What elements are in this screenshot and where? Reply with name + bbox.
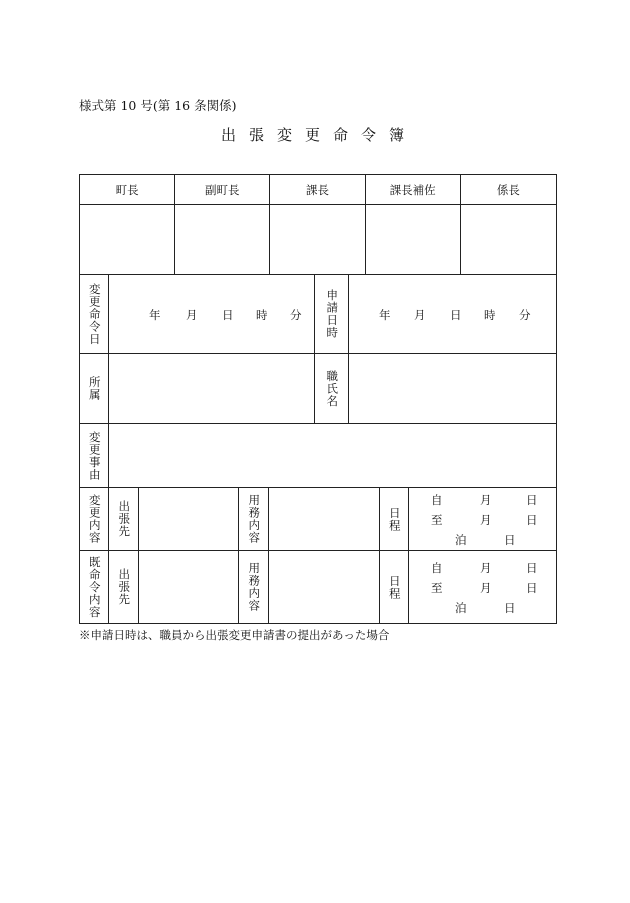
stamp-box-deputy-mayor[interactable] (175, 205, 270, 274)
month-unit: 月 (414, 308, 426, 322)
year-unit: 年 (379, 308, 391, 322)
footnote: ※申請日時は、職員から出張変更申請書の提出があった場合 (79, 628, 390, 642)
from-label: 自 (431, 561, 443, 575)
stamp-box-subsection-chief[interactable] (461, 205, 556, 274)
affiliation-field[interactable] (108, 353, 315, 424)
change-content-label: 変更内容 (87, 494, 102, 544)
change-destination-label-cell (108, 487, 139, 551)
day-unit: 日 (526, 493, 538, 507)
change-schedule-label-cell (379, 487, 409, 551)
days-unit: 日 (504, 601, 516, 615)
change-schedule-field[interactable] (408, 487, 557, 551)
existing-schedule-field[interactable] (408, 550, 557, 624)
change-order-date-field[interactable] (108, 274, 315, 354)
minute-unit: 分 (519, 308, 531, 322)
stamp-box-assistant-chief[interactable] (366, 205, 461, 274)
approval-header-assistant-chief: 課長補佐 (366, 175, 461, 205)
existing-business-label: 用務内容 (247, 562, 262, 612)
change-order-date-label-cell (79, 274, 109, 354)
change-schedule-label: 日程 (387, 506, 402, 532)
approval-header-subsection-chief: 係長 (461, 175, 556, 205)
day-unit: 日 (526, 513, 538, 527)
existing-destination-field[interactable] (138, 550, 239, 624)
position-name-label-cell (314, 353, 349, 424)
change-content-label-cell (79, 487, 109, 551)
month-unit: 月 (480, 493, 492, 507)
day-unit: 日 (222, 308, 234, 322)
affiliation-label-cell (79, 353, 109, 424)
existing-content-label: 既命令内容 (87, 555, 102, 619)
form-number-label: 様式第 10 号(第 16 条関係) (79, 98, 237, 113)
to-label: 至 (431, 513, 443, 527)
change-business-field[interactable] (268, 487, 380, 551)
month-unit: 月 (186, 308, 198, 322)
approval-header-deputy-mayor: 副町長 (175, 175, 270, 205)
nights-unit: 泊 (455, 533, 467, 547)
days-unit: 日 (504, 533, 516, 547)
month-unit: 月 (480, 581, 492, 595)
stamp-box-mayor[interactable] (80, 205, 175, 274)
change-reason-label-cell (79, 423, 109, 488)
stamp-box-section-chief[interactable] (270, 205, 365, 274)
existing-business-label-cell (238, 550, 269, 624)
change-destination-label: 出張先 (117, 500, 132, 538)
day-unit: 日 (450, 308, 462, 322)
document-title: 出張変更命令簿 (220, 126, 417, 144)
minute-unit: 分 (290, 308, 302, 322)
change-reason-label: 変更事由 (87, 430, 102, 481)
existing-destination-label: 出張先 (117, 568, 132, 606)
approval-header-section-chief: 課長 (270, 175, 365, 205)
month-unit: 月 (480, 513, 492, 527)
existing-content-label-cell (79, 550, 109, 624)
change-reason-field[interactable] (108, 423, 557, 488)
existing-schedule-label: 日程 (387, 574, 402, 600)
existing-schedule-label-cell (379, 550, 409, 624)
request-datetime-label-cell (314, 274, 349, 354)
from-label: 自 (431, 493, 443, 507)
month-unit: 月 (480, 561, 492, 575)
hour-unit: 時 (484, 308, 496, 322)
position-name-label: 職氏名 (325, 369, 340, 408)
approval-stamp-table (79, 174, 557, 275)
change-destination-field[interactable] (138, 487, 239, 551)
position-name-field[interactable] (348, 353, 557, 424)
year-unit: 年 (149, 308, 161, 322)
request-datetime-field[interactable] (348, 274, 557, 354)
change-order-date-label: 変更命令日 (87, 282, 102, 346)
approval-header-mayor: 町長 (80, 175, 175, 205)
day-unit: 日 (526, 561, 538, 575)
to-label: 至 (431, 581, 443, 595)
change-business-label: 用務内容 (247, 494, 262, 544)
change-business-label-cell (238, 487, 269, 551)
nights-unit: 泊 (455, 601, 467, 615)
existing-business-field[interactable] (268, 550, 380, 624)
day-unit: 日 (526, 581, 538, 595)
hour-unit: 時 (256, 308, 268, 322)
affiliation-label: 所属 (87, 376, 102, 401)
request-datetime-label: 申請日時 (325, 289, 340, 339)
existing-destination-label-cell (108, 550, 139, 624)
